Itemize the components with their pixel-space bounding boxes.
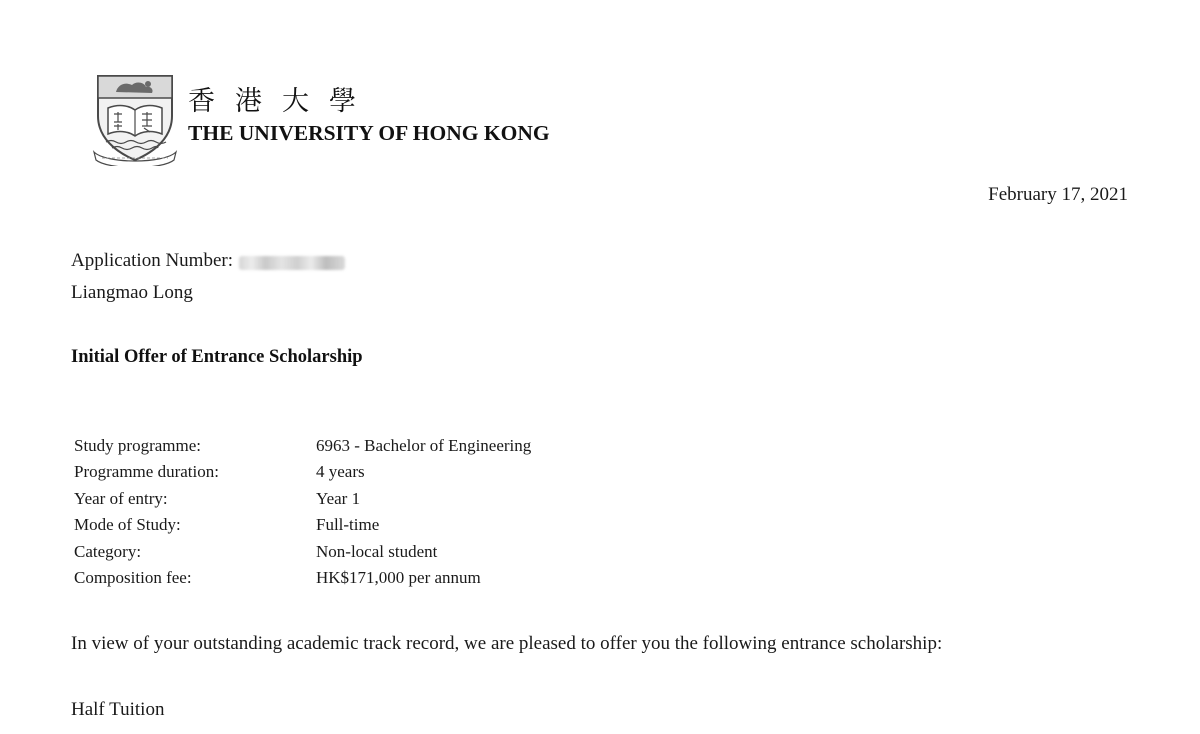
letter-subject: Initial Offer of Entrance Scholarship <box>71 347 363 367</box>
detail-value: HK$171,000 per annum <box>316 567 481 587</box>
detail-label: Programme duration: <box>74 462 219 482</box>
letterhead <box>92 72 550 166</box>
detail-row-composition-fee <box>74 565 531 591</box>
letter-date: February 17, 2021 <box>988 184 1128 205</box>
detail-row-year-of-entry <box>74 486 531 512</box>
detail-label: Composition fee: <box>74 567 192 587</box>
detail-row-study-programme <box>74 433 531 459</box>
detail-row-mode-of-study <box>74 512 531 538</box>
application-number-label: Application Number: <box>71 250 233 271</box>
university-name-english: THE UNIVERSITY OF HONG KONG <box>188 121 550 145</box>
detail-value: 6963 - Bachelor of Engineering <box>316 436 532 455</box>
scholarship-award: Half Tuition <box>71 699 165 720</box>
recipient-name: Liangmao Long <box>71 282 193 303</box>
detail-label: Study programme: <box>74 436 202 455</box>
scholarship-intro: In view of your outstanding academic track record, we are pleased to offer you the following entrance scholarship: <box>71 633 943 654</box>
detail-label: Mode of Study: <box>74 515 181 535</box>
detail-row-category <box>74 539 531 565</box>
detail-label: Year of entry: <box>74 488 168 508</box>
detail-value: 4 years <box>316 462 365 482</box>
detail-label: Category: <box>74 541 142 561</box>
application-number <box>71 250 345 272</box>
detail-value: Year 1 <box>316 488 361 508</box>
detail-value: Full-time <box>316 515 380 535</box>
university-name-chinese: 香港大學 <box>188 86 376 117</box>
detail-value: Non-local student <box>316 541 438 561</box>
redacted-application-number <box>239 256 345 270</box>
detail-row-programme-duration <box>74 459 531 485</box>
university-name <box>188 86 550 146</box>
programme-details <box>74 433 531 591</box>
hku-crest-icon <box>92 72 178 166</box>
